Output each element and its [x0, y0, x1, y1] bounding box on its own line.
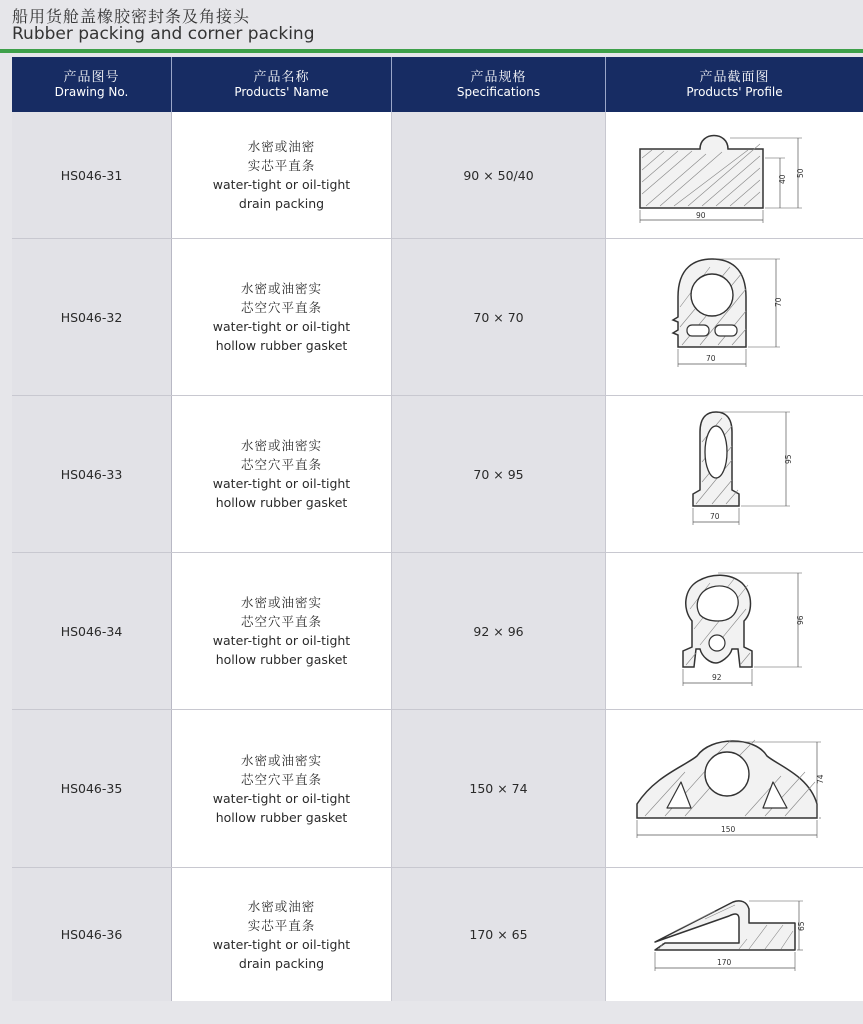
product-name-en: hollow rubber gasket [215, 495, 348, 510]
profile-drawing [606, 710, 863, 867]
profile-hs046-31 [620, 118, 850, 233]
product-name-en: drain packing [238, 196, 325, 211]
header-drawing-no [12, 57, 172, 112]
product-name-en: hollow rubber gasket [215, 652, 348, 667]
profile-hs046-33 [620, 402, 850, 547]
product-name [172, 553, 392, 709]
header-spec-en: Specifications [456, 84, 541, 99]
product-name-en: drain packing [238, 955, 325, 971]
product-name-cn: 实芯平直条 [247, 158, 316, 173]
header-profile-en: Products' Profile [686, 84, 783, 99]
product-name-cn: 芯空穴平直条 [240, 771, 322, 787]
header-profile-cn: 产品截面图 [699, 69, 770, 85]
product-name-en: water-tight or oil-tight [212, 936, 351, 952]
product-table [12, 57, 863, 1001]
dim-label: 96 [795, 614, 805, 625]
dim-label: 74 [815, 774, 825, 784]
page-title-cn: 船用货舱盖橡胶密封条及角接头 [12, 7, 251, 26]
product-name-en: water-tight or oil-tight [212, 633, 351, 648]
table-row [12, 396, 863, 553]
profile-drawing [606, 239, 863, 395]
profile-hs046-32 [620, 247, 850, 387]
header-drawing-cn: 产品图号 [63, 69, 120, 85]
specification: 92 × 96 [392, 553, 606, 709]
product-name-cn: 水密或油密实 [240, 438, 322, 453]
profile-hs046-34 [620, 559, 850, 704]
dim-label: 70 [705, 354, 716, 363]
header-specifications [392, 57, 606, 112]
header-name-en: Products' Name [234, 84, 329, 99]
product-name [172, 112, 392, 238]
product-name-cn: 实芯平直条 [247, 917, 316, 933]
profile-hs046-36 [615, 875, 855, 995]
header-drawing-en: Drawing No. [54, 84, 129, 99]
product-name-cn: 水密或油密实 [240, 281, 322, 296]
specification: 90 × 50/40 [392, 112, 606, 238]
profile-hs046-35 [615, 716, 855, 861]
profile-drawing [606, 553, 863, 709]
product-name-cn: 芯空穴平直条 [240, 300, 322, 315]
dim-label: 65 [796, 920, 806, 931]
drawing-number: HS046-35 [12, 710, 172, 867]
header-profile [606, 57, 863, 112]
dim-label: 50 [795, 167, 805, 178]
product-name-cn: 芯空穴平直条 [240, 614, 322, 629]
dim-label: 90 [695, 210, 706, 220]
specification: 70 × 95 [392, 396, 606, 552]
page-title-en: Rubber packing and corner packing [12, 24, 315, 44]
table-row [12, 239, 863, 396]
product-name-cn: 水密或油密实 [240, 752, 322, 768]
product-name-en: water-tight or oil-tight [212, 790, 351, 806]
table-row [12, 868, 863, 1001]
specification: 150 × 74 [392, 710, 606, 867]
drawing-number: HS046-34 [12, 553, 172, 709]
profile-drawing [606, 868, 863, 1001]
table-row [12, 112, 863, 239]
product-name-en: hollow rubber gasket [215, 809, 348, 825]
dim-label: 92 [711, 672, 722, 682]
product-name-cn: 水密或油密 [247, 898, 316, 914]
profile-drawing [606, 112, 863, 238]
drawing-number: HS046-36 [12, 868, 172, 1001]
specification: 70 × 70 [392, 239, 606, 395]
dim-label: 95 [783, 453, 793, 464]
product-name [172, 868, 392, 1001]
product-name-en: water-tight or oil-tight [212, 319, 351, 334]
profile-drawing [606, 396, 863, 552]
header-spec-cn: 产品规格 [470, 69, 527, 85]
dim-label: 70 [773, 297, 783, 307]
drawing-number: HS046-32 [12, 239, 172, 395]
product-name-en: water-tight or oil-tight [212, 177, 351, 192]
dim-label: 170 [716, 957, 731, 967]
product-name [172, 710, 392, 867]
drawing-number: HS046-33 [12, 396, 172, 552]
dim-label: 40 [777, 173, 787, 184]
title-divider [0, 49, 863, 53]
product-name-cn: 芯空穴平直条 [240, 457, 322, 472]
header-product-name [172, 57, 392, 112]
product-name [172, 396, 392, 552]
specification: 170 × 65 [392, 868, 606, 1001]
table-header [12, 57, 863, 112]
product-name [172, 239, 392, 395]
product-name-cn: 水密或油密实 [240, 595, 322, 610]
dim-label: 70 [709, 511, 720, 521]
table-row [12, 553, 863, 710]
dim-label: 150 [720, 825, 735, 834]
drawing-number: HS046-31 [12, 112, 172, 238]
table-row [12, 710, 863, 868]
product-name-en: water-tight or oil-tight [212, 476, 351, 491]
product-name-cn: 水密或油密 [247, 139, 316, 154]
header-name-cn: 产品名称 [253, 69, 310, 85]
product-name-en: hollow rubber gasket [215, 338, 348, 353]
